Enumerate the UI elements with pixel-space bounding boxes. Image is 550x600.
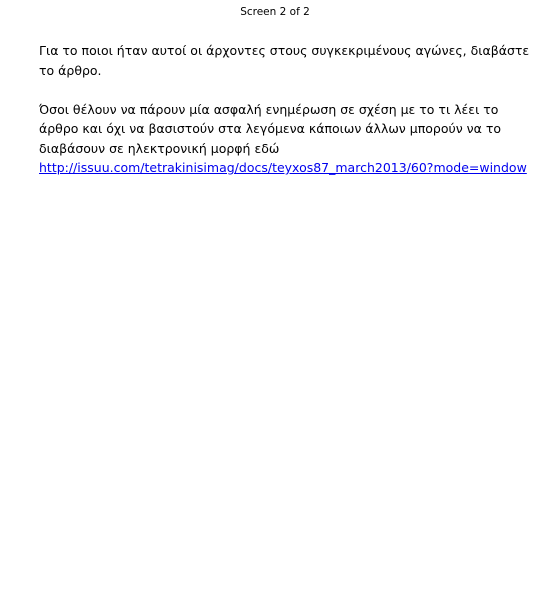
screen-indicator: Screen 2 of 2 — [240, 6, 310, 18]
paragraph-intro: Για το ποιοι ήταν αυτοί οι άρχοντες στους συγκεκριμένους αγώνες, διαβάστε το άρθρο. — [39, 43, 530, 78]
document-body — [39, 41, 534, 178]
paragraph-reference-text: Όσοι θέλουν να πάρουν μία ασφαλή ενημέρωση σε σχέση με το τι λέει το άρθρο και όχι να βασιστούν στα λεγόμενα κάποιων άλλων μπορούν να το διαβάσουν σε ηλεκτρονική μορφή εδώ — [39, 101, 502, 156]
article-link[interactable]: http://issuu.com/tetrakinisimag/docs/teyxos87_march2013/60?mode=window — [39, 160, 527, 175]
paragraph-reference — [39, 100, 534, 178]
